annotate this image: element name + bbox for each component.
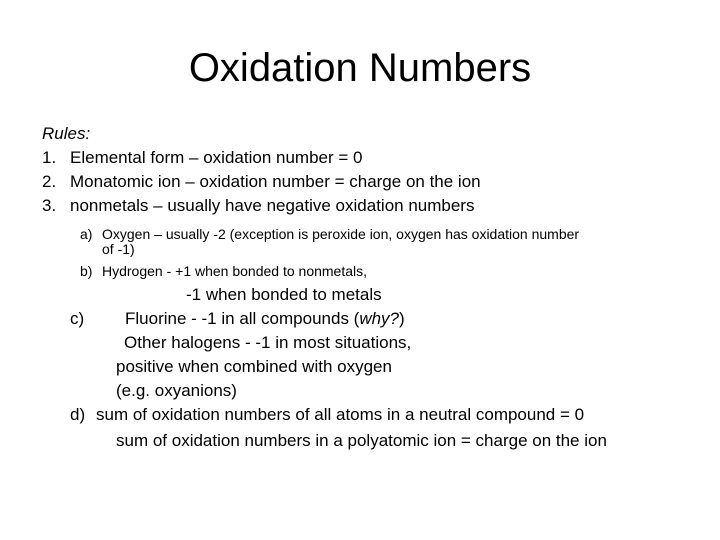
subrule-a — [80, 226, 579, 242]
subrule-d — [70, 403, 584, 427]
rule-number: 3. — [42, 196, 57, 215]
subrule-label: d) — [70, 405, 86, 424]
rule-3 — [42, 194, 474, 218]
slide-title: Oxidation Numbers — [188, 46, 532, 90]
subrule-d-line-2: sum of oxidation numbers in a polyatomic ion = charge on the ion — [116, 431, 607, 450]
subrule-b — [80, 263, 367, 279]
subrule-text: Hydrogen - +1 when bonded to nonmetals, — [102, 263, 368, 279]
subrule-label: b) — [80, 263, 93, 279]
rule-1 — [42, 146, 362, 170]
subrule-label: a) — [80, 226, 93, 242]
subrule-c-line-3: positive when combined with oxygen — [116, 357, 392, 376]
subrule-text: Fluorine - -1 in all compounds ( — [125, 309, 360, 328]
subrule-emphasis: why? — [359, 309, 400, 328]
rule-2 — [42, 170, 481, 194]
subrule-text: Oxygen – usually -2 (exception is peroxide ion, oxygen has oxidation number — [102, 226, 580, 242]
subrule-text: sum of oxidation numbers of all atoms in a neutral compound = 0 — [96, 405, 585, 424]
subrule-a-continued: of -1) — [102, 241, 135, 257]
subrule-text-end: ) — [399, 309, 405, 328]
rule-text: Elemental form – oxidation number = 0 — [70, 148, 363, 167]
rule-text: nonmetals – usually have negative oxidation numbers — [70, 196, 475, 215]
rule-number: 2. — [42, 172, 57, 191]
rule-text: Monatomic ion – oxidation number = charge on the ion — [70, 172, 481, 191]
rules-heading: Rules: — [42, 124, 91, 143]
rule-number: 1. — [42, 148, 57, 167]
subrule-b-continued: -1 when bonded to metals — [186, 285, 382, 304]
subrule-c-line-2: Other halogens - -1 in most situations, — [124, 333, 412, 352]
subrule-c — [125, 307, 405, 331]
subrule-c-line-4: (e.g. oxyanions) — [116, 381, 237, 400]
subrule-c-label: c) — [70, 309, 85, 328]
